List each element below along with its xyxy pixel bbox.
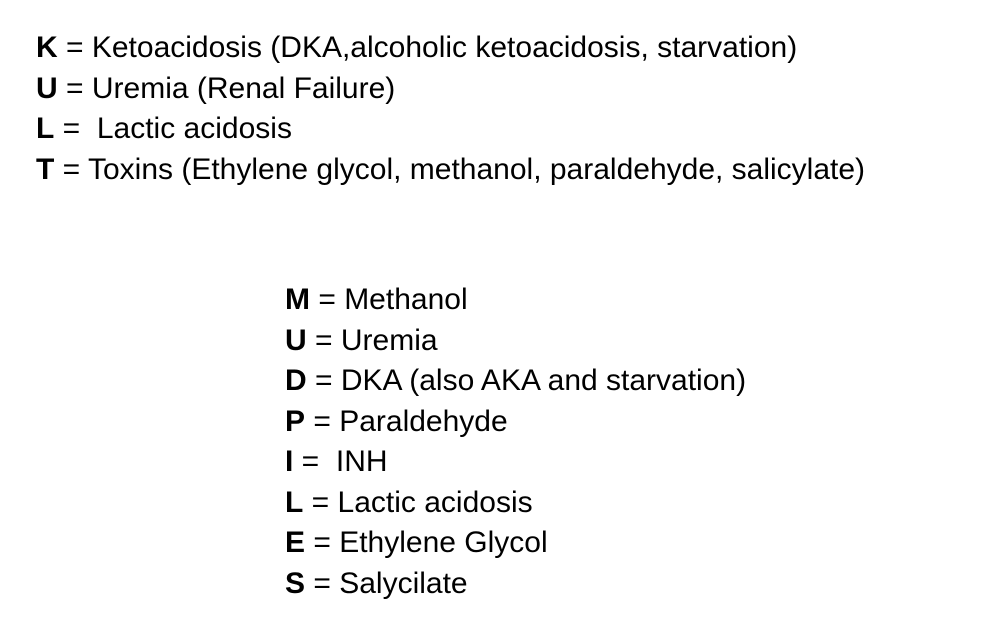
mudpiles-item-l [285,483,746,524]
mnemonic-definition: = Lactic acidosis [54,112,292,145]
mudpiles-item-i [285,442,746,483]
mnemonic-letter: U [285,323,307,357]
mnemonic-letter: M [285,283,310,316]
mnemonic-letter: I [285,445,294,478]
mnemonic-letter: L [285,485,304,519]
mnemonic-letter: P [285,404,306,438]
mnemonic-definition: = Ethylene Glycol [305,526,548,559]
mnemonic-definition: = Methanol [310,283,468,316]
mudpiles-item-e [285,523,746,564]
mnemonic-definition: = Salycilate [305,566,468,600]
mnemonic-letter: E [285,526,306,559]
mnemonic-letter: S [285,566,306,600]
mudpiles-item-u [285,321,746,362]
kult-item-t [36,150,865,191]
mnemonic-definition: = Uremia [306,323,438,357]
mudpiles-item-d [285,361,746,402]
mnemonic-definition: = Uremia (Renal Failure) [57,71,396,105]
mudpiles-item-s [285,564,746,605]
mnemonic-definition: = Paraldehyde [305,404,508,438]
kult-item-k [36,28,865,69]
kult-item-u [36,69,865,110]
kult-mnemonic-list [36,28,865,190]
mnemonic-definition: = DKA (also AKA and starvation) [306,364,747,397]
mnemonic-definition: = Lactic acidosis [303,485,533,519]
mnemonic-letter: D [285,364,307,397]
mnemonic-definition: = INH [293,445,388,478]
mnemonic-definition: = Ketoacidosis (DKA,alcoholic ketoacidosis, starvation) [57,31,798,64]
mudpiles-item-m [285,280,746,321]
mudpiles-mnemonic-list [285,280,746,604]
mnemonic-letter: U [36,71,58,105]
mnemonic-letter: K [36,31,58,64]
mnemonic-definition: = Toxins (Ethylene glycol, methanol, paraldehyde, salicylate) [54,152,866,186]
mnemonic-letter: L [36,112,55,145]
mnemonic-letter: T [36,152,55,186]
kult-item-l [36,109,865,150]
mudpiles-item-p [285,402,746,443]
